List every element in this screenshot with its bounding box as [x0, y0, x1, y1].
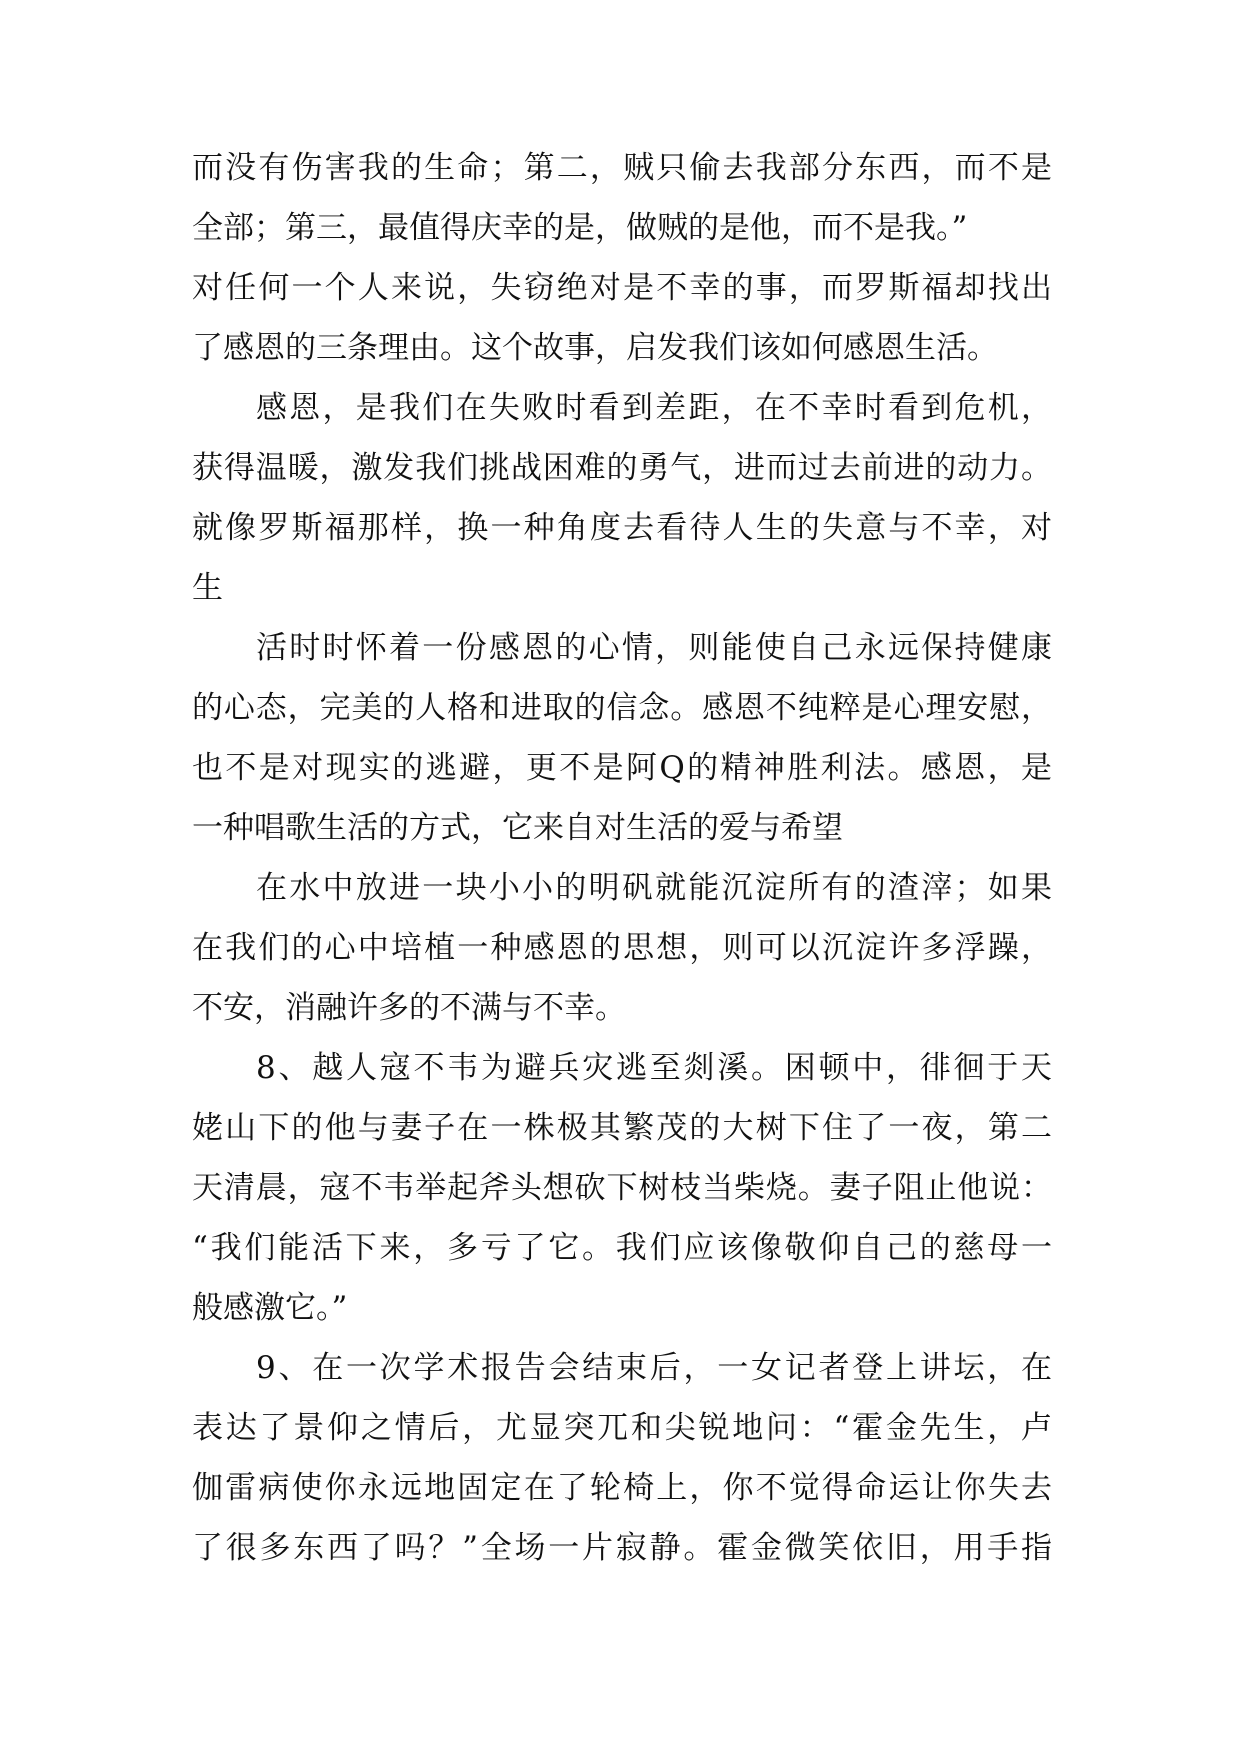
text-line: 8、越人寇不韦为避兵灾逃至剡溪。困顿中，徘徊于天: [256, 1050, 1052, 1086]
text-line: 生: [192, 570, 223, 606]
text-line: 也不是对现实的逃避，更不是阿Q的精神胜利法。感恩，是: [192, 750, 1052, 786]
text-line: “我们能活下来，多亏了它。我们应该像敬仰自己的慈母一: [192, 1230, 1052, 1266]
text-line: 全部；第三，最值得庆幸的是，做贼的是他，而不是我。”: [192, 210, 968, 246]
text-line: 就像罗斯福那样，换一种角度去看待人生的失意与不幸，对: [192, 510, 1052, 546]
text-line: 在水中放进一块小小的明矾就能沉淀所有的渣滓；如果: [256, 870, 1052, 906]
text-line: 在我们的心中培植一种感恩的思想，则可以沉淀许多浮躁，: [192, 930, 1052, 966]
text-line: 活时时怀着一份感恩的心情，则能使自己永远保持健康: [256, 630, 1052, 666]
text-line: 天清晨，寇不韦举起斧头想砍下树枝当柴烧。妻子阻止他说：: [192, 1170, 1052, 1206]
text-line: 的心态，完美的人格和进取的信念。感恩不纯粹是心理安慰，: [192, 690, 1052, 726]
text-line: 而没有伤害我的生命；第二，贼只偷去我部分东西，而不是: [192, 150, 1052, 186]
text-line: 姥山下的他与妻子在一株极其繁茂的大树下住了一夜，第二: [192, 1110, 1052, 1146]
text-line: 一种唱歌生活的方式，它来自对生活的爱与希望: [192, 810, 843, 846]
text-line: 伽雷病使你永远地固定在了轮椅上，你不觉得命运让你失去: [192, 1470, 1052, 1506]
text-line: 获得温暖，激发我们挑战困难的勇气，进而过去前进的动力。: [192, 450, 1052, 486]
text-line: 感恩，是我们在失败时看到差距，在不幸时看到危机，: [256, 390, 1052, 426]
text-line: 了感恩的三条理由。这个故事，启发我们该如何感恩生活。: [192, 330, 998, 366]
text-line: 不安，消融许多的不满与不幸。: [192, 990, 626, 1026]
text-line: 了很多东西了吗？”全场一片寂静。霍金微笑依旧，用手指: [192, 1530, 1052, 1566]
text-line: 般感激它。”: [192, 1290, 348, 1326]
text-line: 表达了景仰之情后，尤显突兀和尖锐地问：“霍金先生，卢: [192, 1410, 1052, 1446]
text-line: 9、在一次学术报告会结束后，一女记者登上讲坛，在: [256, 1350, 1052, 1386]
text-line: 对任何一个人来说，失窃绝对是不幸的事，而罗斯福却找出: [192, 270, 1052, 306]
